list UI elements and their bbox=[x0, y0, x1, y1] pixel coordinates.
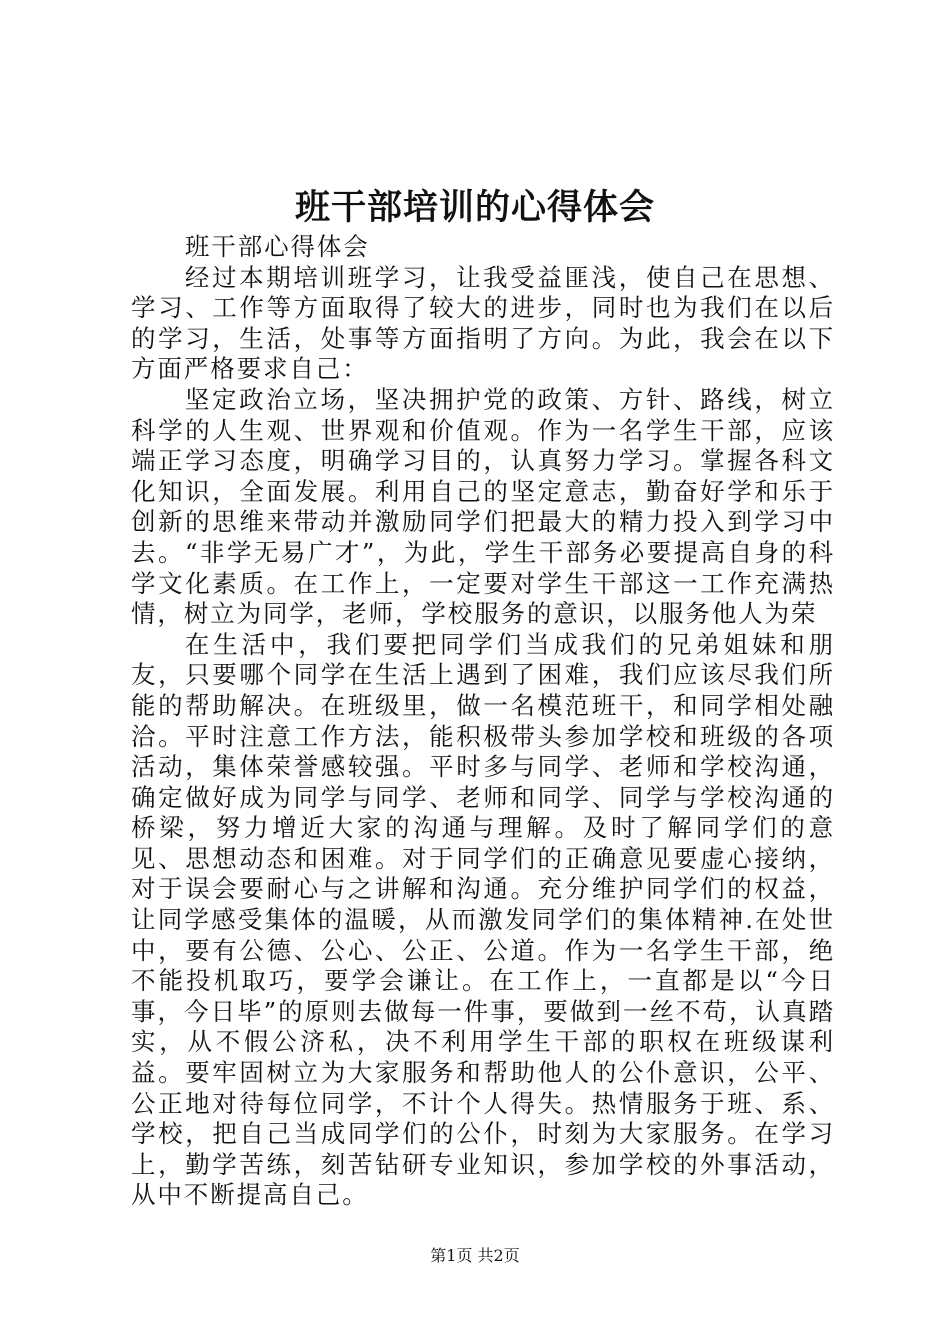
paragraph-2: 坚定政治立场，坚决拥护党的政策、方针、路线，树立科学的人生观、世界观和价值观。作为一名学生干部，应该端正学习态度，明确学习目的，认真努力学习。掌握各科文化知识，全面发展。利用自己的坚定意志，勤奋好学和乐于创新的思维来带动并激励同学们把最大的精力投入到学习中去。“非学无易广才”，为此，学生干部务必要提高自身的科学文化素质。在工作上，一定要对学生干部这一工作充满热情，树立为同学，老师，学校服务的意识，以服务他人为荣 bbox=[131, 384, 835, 629]
page-footer: 第1页 共2页 bbox=[430, 1246, 520, 1265]
document-body bbox=[131, 232, 835, 1211]
document-title: 班干部培训的心得体会 bbox=[294, 187, 655, 228]
paragraph-3: 在生活中，我们要把同学们当成我们的兄弟姐妹和朋友，只要哪个同学在生活上遇到了困难，我们应该尽我们所能的帮助解决。在班级里，做一名模范班干，和同学相处融洽。平时注意工作方法，能积极带头参加学校和班级的各项活动，集体荣誉感较强。平时多与同学、老师和学校沟通，确定做好成为同学与同学、老师和同学、同学与学校沟通的桥梁，努力增近大家的沟通与理解。及时了解同学们的意见、思想动态和困难。对于同学们的正确意见要虚心接纳，对于误会要耐心与之讲解和沟通。充分维护同学们的权益，让同学感受集体的温暖，从而激发同学们的集体精神.在处世中，要有公德、公心、公正、公道。作为一名学生干部，绝不能投机取巧，要学会谦让。在工作上，一直都是以“今日事，今日毕”的原则去做每一件事，要做到一丝不苟，认真踏实，从不假公济私，决不利用学生干部的职权在班级谋利益。要牢固树立为大家服务和帮助他人的公仆意识，公平、公正地对待每位同学，不计个人得失。热情服务于班、系、学校，把自己当成同学们的公仆，时刻为大家服务。在学习上，勤学苦练，刻苦钻研专业知识，参加学校的外事活动，从中不断提高自己。 bbox=[131, 629, 835, 1210]
paragraph-1: 经过本期培训班学习，让我受益匪浅，使自己在思想、学习、工作等方面取得了较大的进步，同时也为我们在以后的学习，生活，处事等方面指明了方向。为此，我会在以下方面严格要求自己： bbox=[131, 262, 835, 384]
document-subtitle: 班干部心得体会 bbox=[184, 232, 370, 261]
